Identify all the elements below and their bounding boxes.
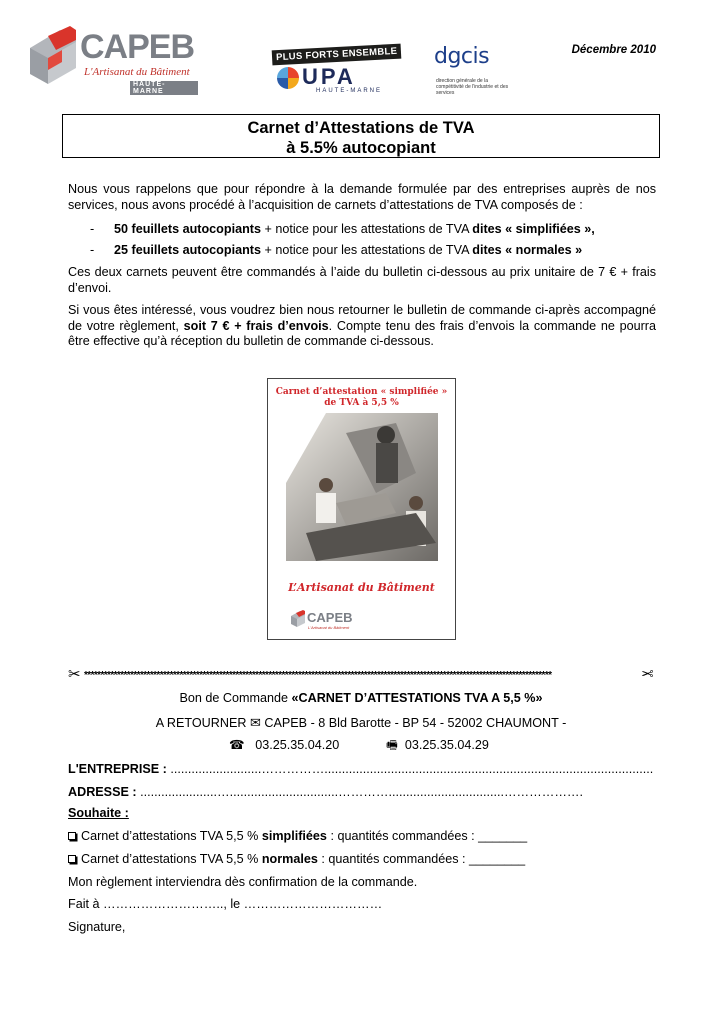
intro-paragraph: Nous vous rappelons que pour répondre à la demande formulée par des entreprises auprès de nos services, nous avons procédé à l’acquisition de carnets d’attestations de TVA composés de : [68,182,656,212]
option1-text-a: Carnet d’attestations TVA 5,5 % [81,829,262,843]
phone-icon: ☎ [229,738,245,752]
title-box [62,114,660,158]
bullet-2-bold2: dites « normales » [472,243,583,257]
fax-icon: 🖷 [386,738,398,752]
document-date: Décembre 2010 [571,44,656,56]
capeb-name: CAPEB [80,28,195,66]
booklet-cover-image [267,378,456,640]
title-line-2: à 5.5% autocopiant [286,139,436,157]
bullet-1-bold: 50 feuillets autocopiants [114,222,261,236]
order-paragraph-a: Si vous êtes intéressé, vous voudrez bien nous retourner le bulletin de commande ci-après accompagné de votre règlement, [68,303,656,333]
booklet-capeb-logo [290,610,370,634]
option1-text-b: simplifiées [261,829,327,843]
option-simplifiees[interactable] [68,829,527,844]
phone-number: 03.25.35.04.20 [255,738,340,752]
option2-text-c: : quantités commandées : ________ [317,852,526,866]
fax-line [386,738,489,753]
scissors-icon: ✂ [68,668,81,683]
entreprise-label: L'ENTREPRISE : [68,762,167,776]
option2-text-b: normales [261,852,318,866]
fax-number: 03.25.35.04.29 [404,738,489,752]
capeb-cube-icon [26,26,82,86]
order-paragraph-price: soit 7 € + frais d’envois [183,318,329,333]
title-line-1: Carnet d’Attestations de TVA [247,119,475,137]
upa-name: UPA [302,64,356,89]
signature-line: Signature, [68,920,126,934]
booklet-logo-name: CAPEB [307,610,353,625]
upa-emblem-icon [274,65,302,91]
envelope-icon: ✉ [249,715,261,730]
checkbox-normales[interactable] [68,855,76,863]
option1-text-c: : quantités commandées : _______ [326,829,528,843]
dgcis-name: dgcis [434,44,490,69]
scissors-icon: ✂ [641,668,654,683]
entreprise-field[interactable] [68,762,653,777]
order-form-title-prefix: Bon de Commande [179,691,292,705]
phone-line [229,738,339,753]
order-paragraph [68,303,656,350]
booklet-logo-sub: L'Artisanat du Bâtiment [308,625,350,630]
bullet-2-bold: 25 feuillets autocopiants [114,243,261,257]
order-form-title [68,691,654,706]
return-address-text: CAPEB - 8 Bld Barotte - BP 54 - 52002 CHAUMONT - [260,716,567,730]
order-paragraph-c: . Compte tenu des frais d’envois la commande ne pourra être effective qu’à réception du bulletin de commande ci-dessous. [68,318,657,349]
capeb-region: HAUTE-MARNE [130,81,198,95]
upa-banner: PLUS FORTS ENSEMBLE [272,44,402,66]
order-form-title-bold: «CARNET D’ATTESTATIONS TVA A 5,5 %» [291,691,543,705]
reglement-line: Mon règlement interviendra dès confirmation de la commande. [68,875,418,889]
bullet-2-text: + notice pour les attestations de TVA [260,243,473,257]
upa-logo [272,45,398,99]
adresse-dots: ......................…...............................………….................................………………. [136,785,584,799]
dgcis-logo [434,44,520,98]
cut-stars: ********************************************************************************************************************************************** [84,670,552,681]
upa-region: HAUTE-MARNE [316,88,383,94]
bullet-dash: - [90,222,95,236]
workers-photo [286,413,438,561]
booklet-title-1: Carnet d’attestation « simplifiée » [275,387,448,397]
bullet-1-bold2: dites « simplifiées », [472,222,595,236]
booklet-cube-icon [290,610,306,628]
souhaite-label: Souhaite : [68,806,129,820]
return-address [68,715,654,731]
booklet-script: L’Artisanat du Bâtiment [288,581,435,594]
capeb-tagline: L'Artisanat du Bâtiment [84,66,190,78]
capeb-logo [26,26,198,94]
cut-line [68,668,654,684]
checkbox-simplifiees[interactable] [68,832,76,840]
option2-text-a: Carnet d’attestations TVA 5,5 % [81,852,262,866]
bullet-1-text: + notice pour les attestations de TVA [260,222,473,236]
price-paragraph: Ces deux carnets peuvent être commandés à l’aide du bulletin ci-dessous au prix unitaire de 7 € + frais d’envoi. [68,265,656,295]
option-normales[interactable] [68,852,525,867]
adresse-label: ADRESSE : [68,785,137,799]
return-label: A RETOURNER [155,716,250,730]
dgcis-subtitle: direction générale de la compétitivité de l'industrie et des services [436,78,509,96]
bullet-dash: - [90,243,95,257]
entreprise-dots: ..........................…………….............................................................................................. [166,762,654,776]
fait-line[interactable]: Fait à ……………………….., le …………………………… [68,897,383,911]
booklet-title-2: de TVA à 5,5 % [324,398,399,408]
adresse-field[interactable] [68,785,583,800]
booklet-title [268,387,455,409]
souhaite-heading [68,806,129,821]
